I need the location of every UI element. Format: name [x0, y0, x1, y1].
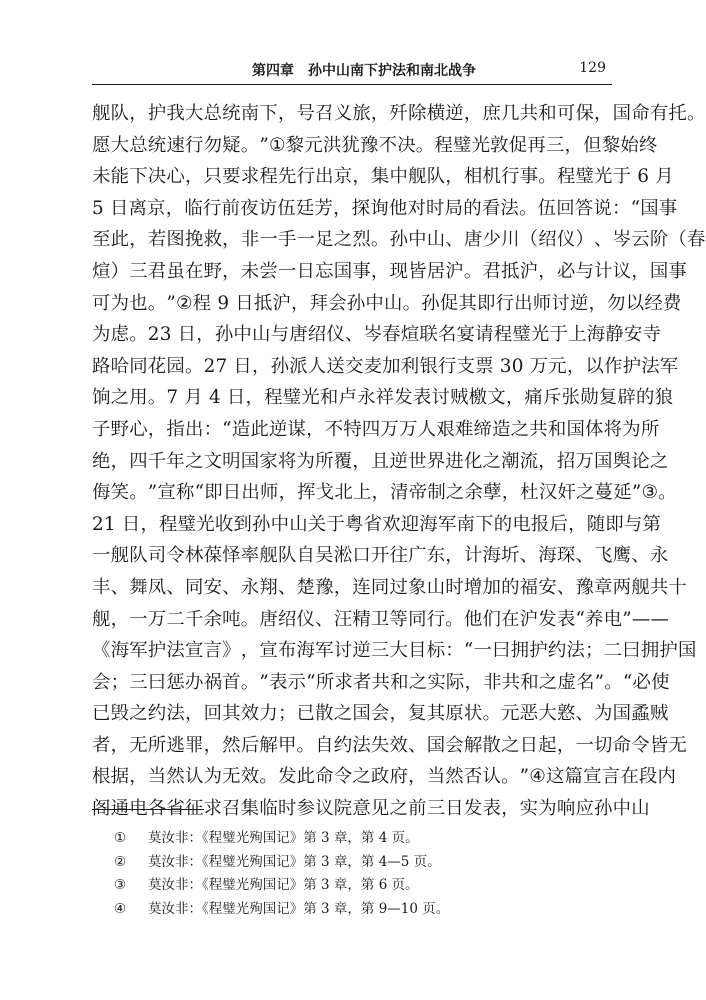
footnote-rule: [92, 809, 204, 810]
text-line: 愿 大 总 统 速 行 勿 疑 。 ” ① 黎 元 洪 犹 豫 不 决 。 程 璧 光 敦 促 再 三 ， 但 黎 始 终: [92, 134, 658, 156]
text-line: 丰 、 舞 凤 、 同 安 、 永 翔 、 楚 豫 ， 连 同 过 象 山 时 增 加 的 福 安 、 豫 章 两 舰 共 十: [92, 576, 687, 598]
text-line: 路 哈 同 花 园 。 2 7 日 ， 孙 派 人 送 交 麦 加 利 银 行 支 票 3 0 万 元 ， 以 作 护 法 军: [92, 355, 679, 377]
text-line: 可 为 也 。 ” ② 程 9 日 抵 沪 ， 拜 会 孙 中 山 。 孙 促 其 即 行 出 师 讨 逆 ， 勿 以 经 费: [92, 292, 682, 314]
running-head: [92, 58, 612, 85]
footnote-mark: ①: [114, 830, 127, 846]
text-line: 侮 笑 。 ” 宣 称 “ 即 日 出 师 ， 挥 戈 北 上 ， 清 帝 制 之 余 孽 ， 杜 汉 奸 之 蔓 延 ” ③ 。: [92, 482, 677, 504]
text-line: 至 此 ， 若 图 挽 救 ， 非 一 手 一 足 之 烈 。 孙 中 山 、 唐 少 川 （ 绍 仪 ） 、 岑 云 阶 （ 春: [92, 229, 706, 251]
text-line: 会 ； 三 曰 惩 办 祸 首 。 ” 表 示 “ 所 求 者 共 和 之 实 际 ， 非 共 和 之 虚 名 ” 。 “ 必 使: [92, 671, 670, 693]
footnote-mark: ④: [114, 900, 127, 917]
footnotes: [114, 827, 594, 921]
footnote-text: 莫汝非：《程璧光殉国记》第 3 章，第 6 页。: [148, 877, 419, 893]
text-line: 者 ， 无 所 逃 罪 ， 然 后 解 甲 。 自 约 法 失 效 、 国 会 解 散 之 日 起 ， 一 切 命 令 皆 无: [92, 734, 687, 756]
footnote-text: 莫汝非：《程璧光殉国记》第 3 章，第 4 页。: [148, 830, 419, 846]
text-line: 5 日 离 京 ， 临 行 前 夜 访 伍 廷 芳 ， 探 询 他 对 时 局 的 看 法 。 伍 回 答 说 ： “ 国 事: [92, 197, 678, 219]
chapter-title: 第四章 孙中山南下护法和南北战争: [252, 63, 476, 79]
footnote-mark: ②: [114, 853, 127, 870]
footnote-text: 莫汝非：《程璧光殉国记》第 3 章，第 9—10 页。: [148, 900, 450, 917]
text-line: 2 1 日 ， 程 璧 光 收 到 孙 中 山 关 于 粤 省 欢 迎 海 军 南 下 的 电 报 后 ， 随 即 与 第: [92, 513, 662, 535]
text-line: 舰 队 ， 护 我 大 总 统 南 下 ， 号 召 义 旅 ， 歼 除 横 逆 ， 庶 几 共 和 可 保 ， 国 命 有 托 。: [92, 103, 706, 124]
text-line: 为 虑 。 2 3 日 ， 孙 中 山 与 唐 绍 仪 、 岑 春 煊 联 名 宴 请 程 璧 光 于 上 海 静 安 寺: [92, 324, 662, 346]
footnote: [114, 874, 594, 898]
footnote-mark: ③: [114, 877, 127, 893]
footnote: [114, 898, 594, 922]
footnote: [114, 851, 594, 875]
text-line: 已 毁 之 约 法 ， 回 其 效 力 ； 已 散 之 国 会 ， 复 其 原 状 。 元 恶 大 憝 、 为 国 蟊 贼: [92, 703, 669, 725]
text-line: 阁 通 电 各 省 征 求 召 集 临 时 参 议 院 意 见 之 前 三 日 发 表 ， 实 为 响 应 孙 中 山: [92, 798, 650, 820]
text-line: 根 据 ， 当 然 认 为 无 效 。 发 此 命 令 之 政 府 ， 当 然 否 认 。 ” ④ 这 篇 宣 言 在 段 内: [92, 766, 677, 788]
text-line: 未 能 下 决 心 ， 只 要 求 程 先 行 出 京 ， 集 中 舰 队 ， 相 机 行 事 。 程 璧 光 于 6 月: [92, 166, 674, 188]
text-line: 子 野 心 ， 指 出 ： “ 造 此 逆 谋 ， 不 特 四 万 万 人 艰 难 缔 造 之 共 和 国 体 将 为 所: [92, 418, 660, 440]
text-line: 一 舰 队 司 令 林 葆 怿 率 舰 队 自 吴 淞 口 开 往 广 东 ， 计 海 圻 、 海 琛 、 飞 鹰 、 永: [92, 545, 669, 567]
footnote-text: 莫汝非：《程璧光殉国记》第 3 章，第 4—5 页。: [148, 853, 441, 870]
text-line: 煊 ） 三 君 虽 在 野 ， 未 尝 一 日 忘 国 事 ， 现 皆 居 沪 。 君 抵 沪 ， 必 与 计 议 ， 国 事: [92, 260, 687, 282]
text-line: 绝 ， 四 千 年 之 文 明 国 家 将 为 所 覆 ， 且 逆 世 界 进 化 之 潮 流 ， 招 万 国 舆 论 之: [92, 450, 669, 472]
text-line: 舰 ， 一 万 二 千 余 吨 。 唐 绍 仪 、 汪 精 卫 等 同 行 。 他 们 在 沪 发 表 “ 养 电 ” — —: [92, 608, 670, 630]
text-line: 《 海 军 护 法 宣 言 》 ， 宣 布 海 军 讨 逆 三 大 目 标 ： “ 一 曰 拥 护 约 法 ； 二 曰 拥 护 国: [92, 640, 697, 662]
text-line: 饷 之 用 。 7 月 4 日 ， 程 璧 光 和 卢 永 祥 发 表 讨 贼 檄 文 ， 痛 斥 张 勋 复 辟 的 狼: [92, 387, 674, 409]
footnote: [114, 827, 594, 851]
page-number: 129: [579, 60, 606, 76]
body-text: [92, 98, 706, 825]
